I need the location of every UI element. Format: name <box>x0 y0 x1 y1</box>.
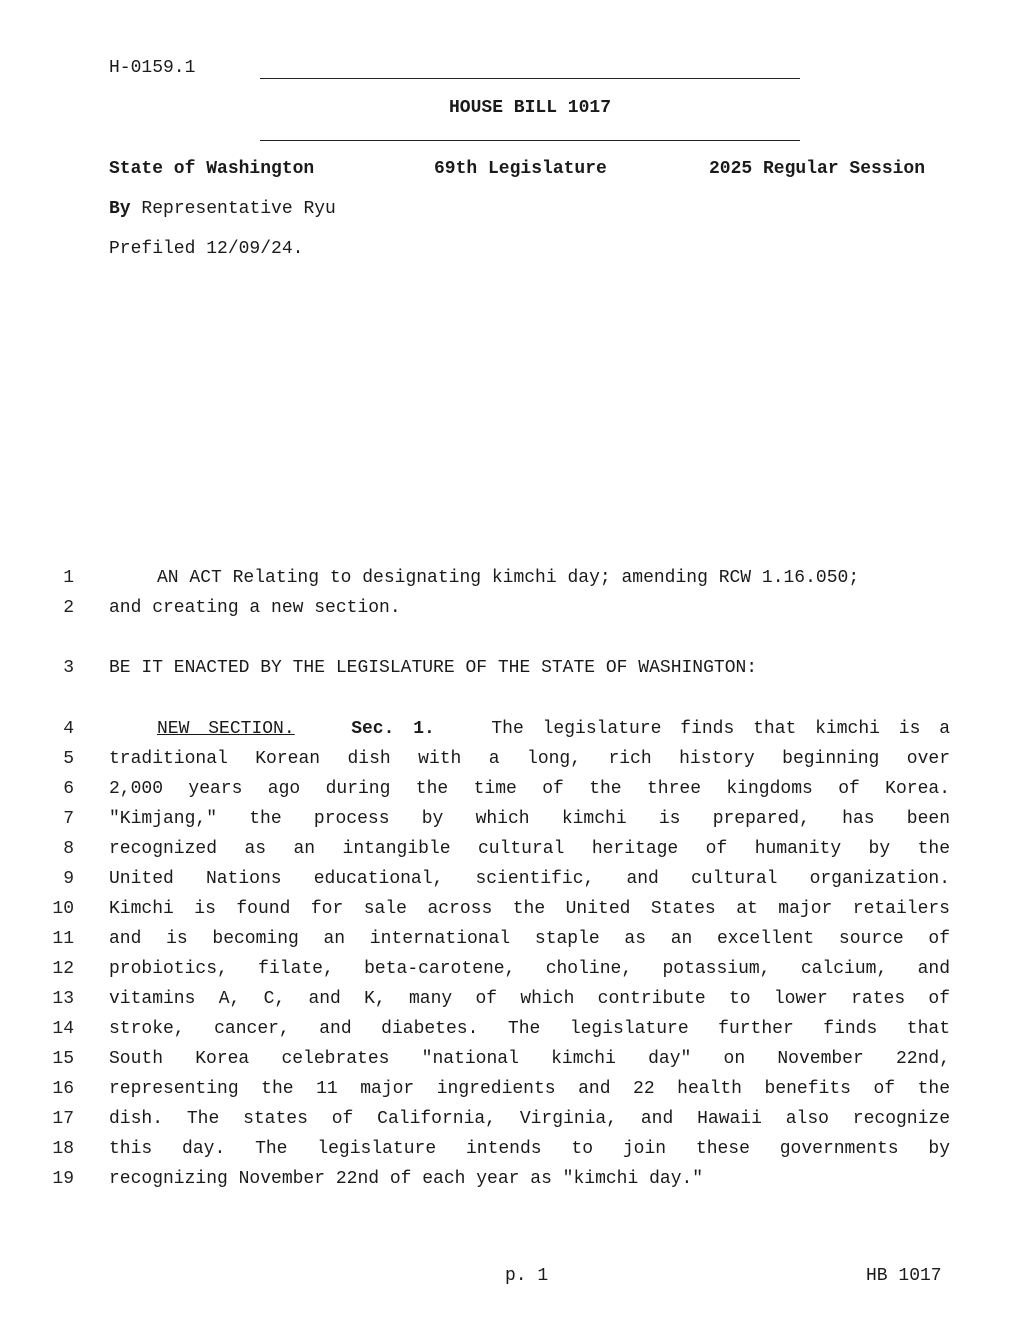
line-number: 18 <box>52 1139 74 1159</box>
bill-text-line: AN ACT Relating to designating kimchi day; amending RCW 1.16.050; <box>157 568 860 588</box>
bill-text-line: and is becoming an international staple as an excellent source of <box>109 929 950 949</box>
line-number: 10 <box>52 899 74 919</box>
line-number: 6 <box>63 779 74 799</box>
bill-text-line: 2,000 years ago during the time of the three kingdoms of Korea. <box>109 779 950 799</box>
bill-text-line: this day. The legislature intends to join these governments by <box>109 1139 950 1159</box>
line-number: 4 <box>63 719 74 739</box>
line-number: 2 <box>63 598 74 618</box>
line-number: 9 <box>63 869 74 889</box>
bill-text-line: stroke, cancer, and diabetes. The legislature further finds that <box>109 1019 950 1039</box>
new-section-label: NEW SECTION. <box>157 719 295 739</box>
line-number: 16 <box>52 1079 74 1099</box>
bill-text-line: recognizing November 22nd of each year as "kimchi day." <box>109 1169 704 1189</box>
enacting-clause: BE IT ENACTED BY THE LEGISLATURE OF THE STATE OF WASHINGTON: <box>109 658 758 678</box>
line-number: 14 <box>52 1019 74 1039</box>
bill-title: HOUSE BILL 1017 <box>448 98 612 118</box>
sponsor-name: Representative Ryu <box>141 199 336 219</box>
line-number: 12 <box>52 959 74 979</box>
bill-text-line: United Nations educational, scientific, and cultural organization. <box>109 869 950 889</box>
bill-text-line: dish. The states of California, Virginia, and Hawaii also recognize <box>109 1109 950 1129</box>
section-number: Sec. 1. <box>351 719 435 739</box>
line-number: 13 <box>52 989 74 1009</box>
bill-text-line: recognized as an intangible cultural heritage of humanity by the <box>109 839 950 859</box>
line-number: 7 <box>63 809 74 829</box>
sponsor-line <box>109 199 336 219</box>
line-number: 3 <box>63 658 74 678</box>
legislature-label: 69th Legislature <box>434 159 607 179</box>
line-number: 8 <box>63 839 74 859</box>
section-heading-line <box>109 719 950 741</box>
document-id: H-0159.1 <box>109 58 196 78</box>
bill-text-line: vitamins A, C, and K, many of which contribute to lower rates of <box>109 989 950 1009</box>
bill-text-line: South Korea celebrates "national kimchi day" on November 22nd, <box>109 1049 950 1069</box>
line-number: 1 <box>63 568 74 588</box>
line-number: 11 <box>52 929 74 949</box>
prefiled-date: Prefiled 12/09/24. <box>109 239 304 259</box>
bill-text-line: traditional Korean dish with a long, rich history beginning over <box>109 749 950 769</box>
bill-text-line: The legislature finds that kimchi is a <box>491 719 950 739</box>
line-number: 19 <box>52 1169 74 1189</box>
bill-text-line: and creating a new section. <box>109 598 401 618</box>
title-rule-bottom <box>260 140 800 141</box>
state-label: State of Washington <box>109 159 315 179</box>
page-number: p. 1 <box>505 1266 549 1286</box>
title-rule-top <box>260 78 800 79</box>
bill-text-line: "Kimjang," the process by which kimchi is prepared, has been <box>109 809 950 829</box>
line-number: 5 <box>63 749 74 769</box>
session-label: 2025 Regular Session <box>709 159 926 179</box>
bill-text-line: representing the 11 major ingredients and 22 health benefits of the <box>109 1079 950 1099</box>
bill-text-line: Kimchi is found for sale across the United States at major retailers <box>109 899 950 919</box>
bill-text-line: probiotics, filate, beta-carotene, choline, potassium, calcium, and <box>109 959 950 979</box>
line-number: 17 <box>52 1109 74 1129</box>
footer-bill-ref: HB 1017 <box>866 1266 942 1286</box>
by-label: By <box>109 199 131 219</box>
line-number: 15 <box>52 1049 74 1069</box>
